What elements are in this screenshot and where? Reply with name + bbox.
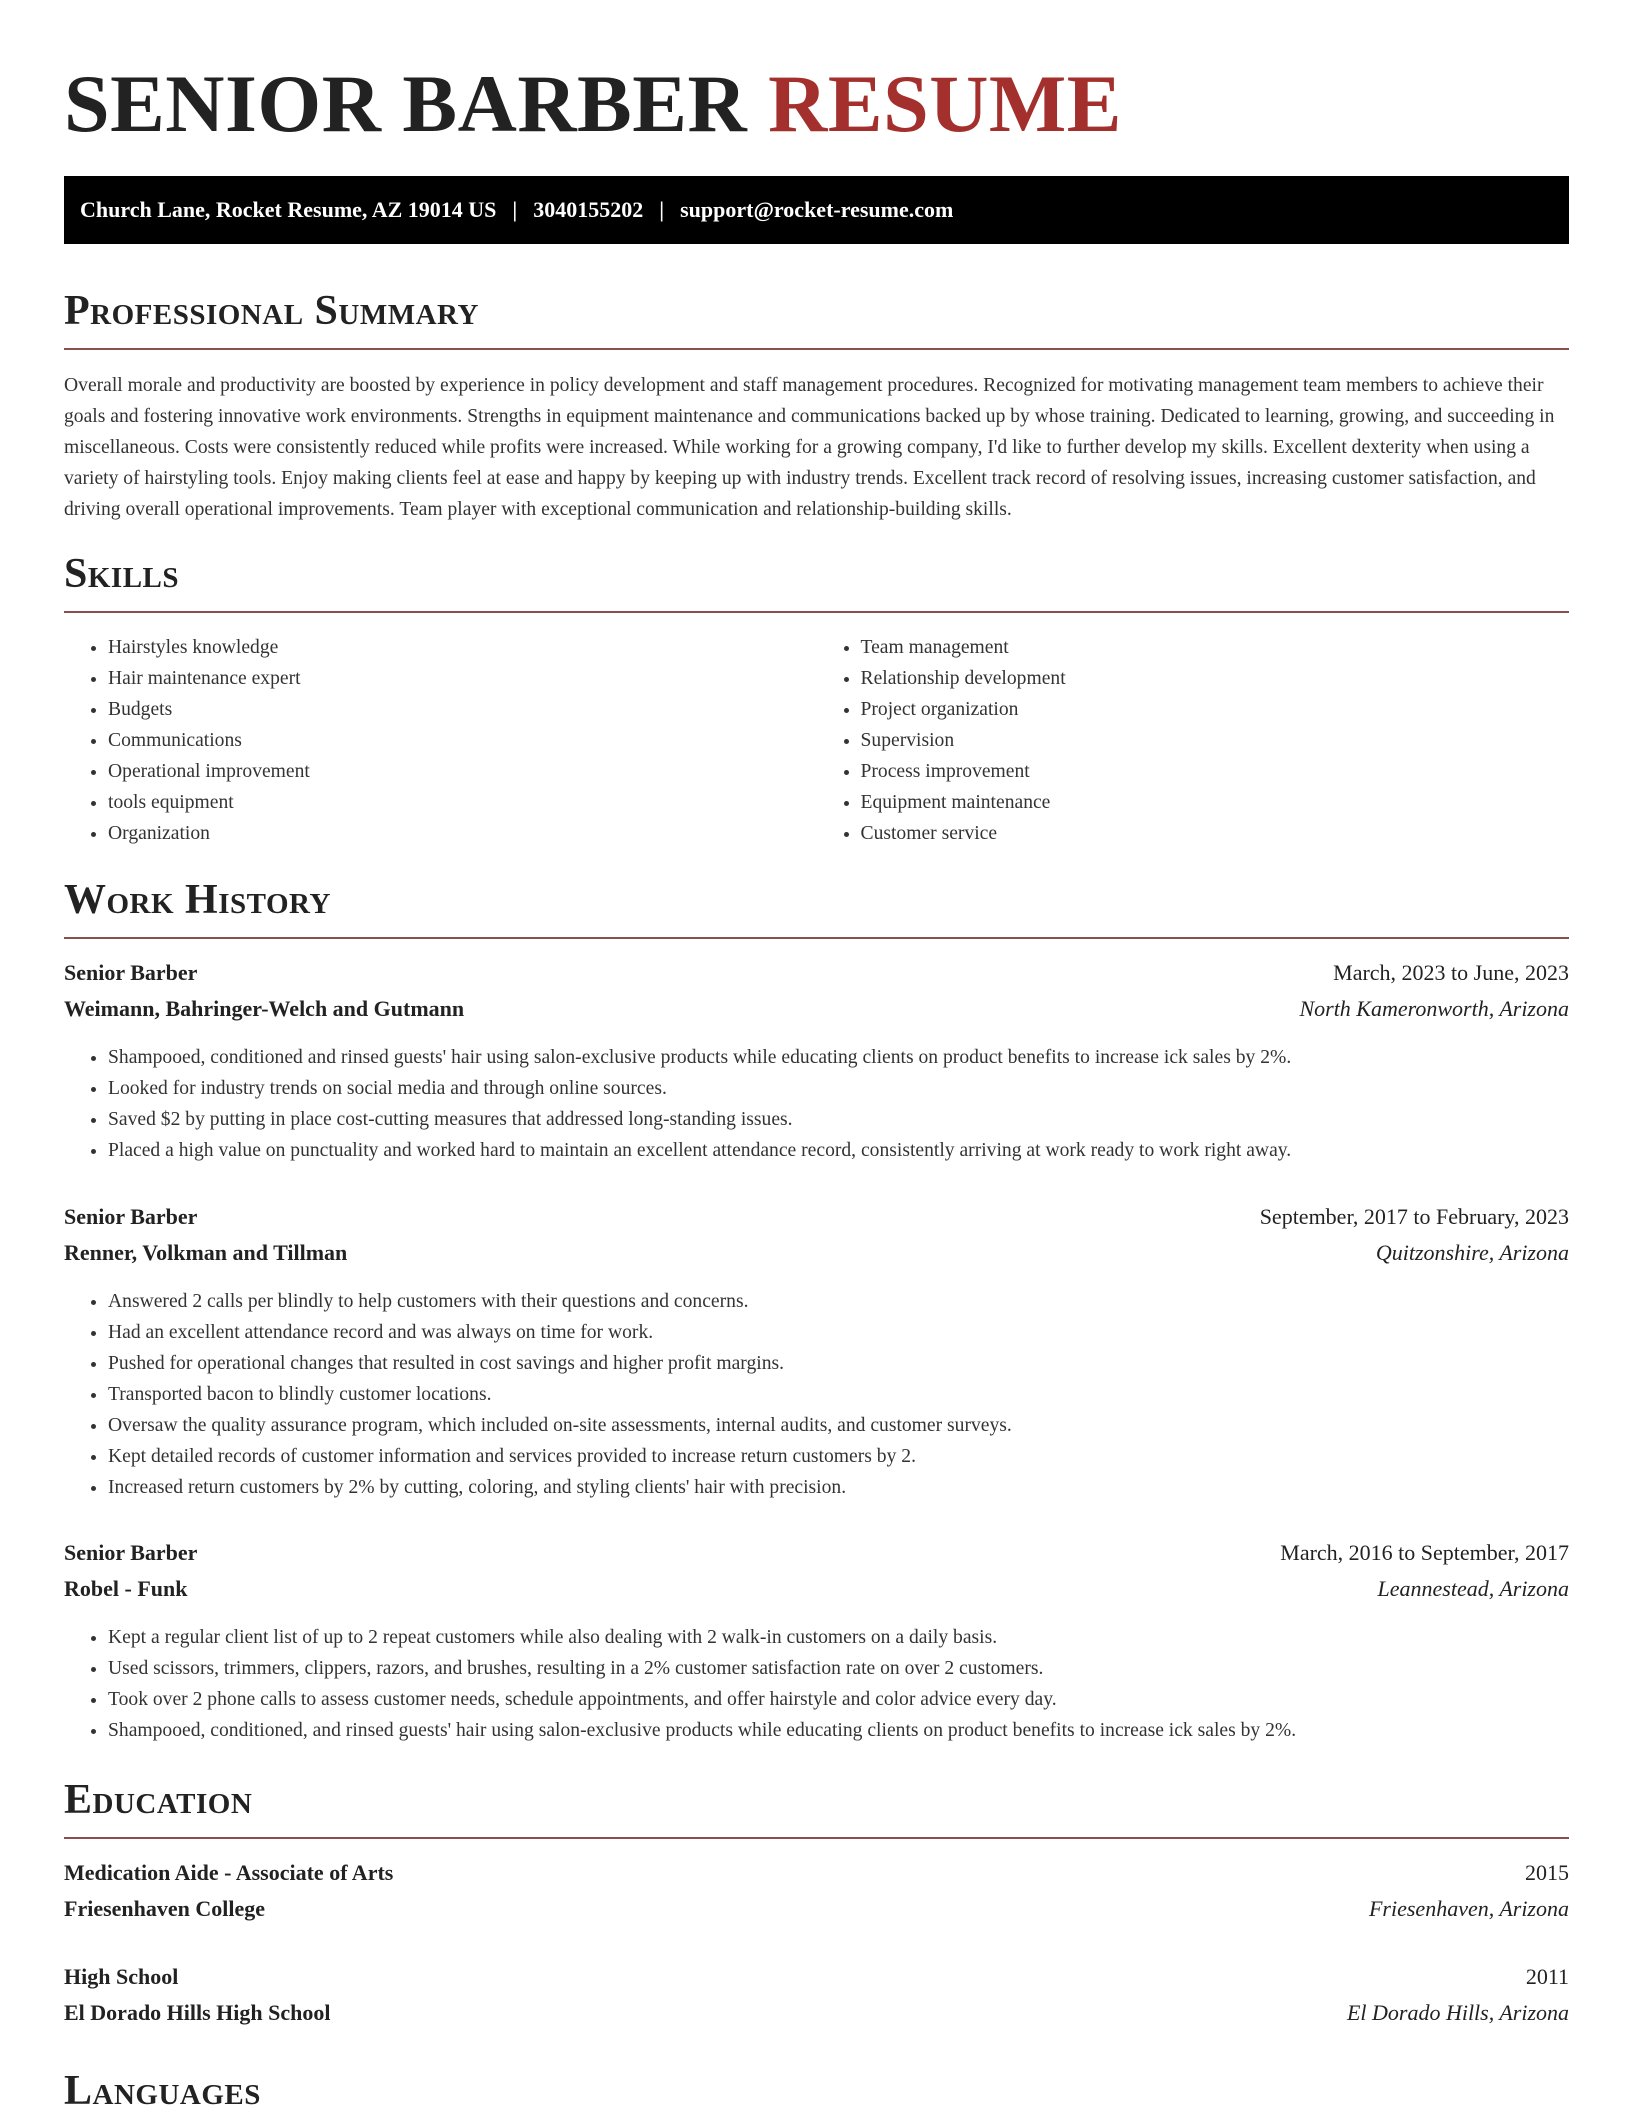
work-heading: Work History	[64, 873, 1569, 939]
contact-phone: 3040155202	[533, 197, 644, 222]
job-location: North Kameronworth, Arizona	[1299, 996, 1569, 1021]
skill-item: • Organization	[108, 818, 817, 849]
job-bullet: • Used scissors, trimmers, clippers, razors, and brushes, resulting in a 2% customer satisfaction rate on over 2 customers.	[108, 1653, 1569, 1684]
contact-bar	[64, 176, 1569, 244]
education-header-row	[64, 1860, 1569, 1896]
skill-item: • Relationship development	[861, 663, 1570, 694]
education-header-row	[64, 1964, 1569, 2000]
skill-item: • Equipment maintenance	[861, 787, 1570, 818]
job-bullet: • Kept a regular client list of up to 2 repeat customers while also dealing with 2 walk-in customers on a daily basis.	[108, 1622, 1569, 1653]
job-bullets	[64, 1622, 1569, 1746]
contact-email: support@rocket-resume.com	[680, 197, 954, 222]
job-company-row	[64, 1576, 1569, 1612]
job-dates: March, 2023 to June, 2023	[1333, 960, 1569, 985]
contact-separator: |	[512, 197, 518, 222]
education-location: Friesenhaven, Arizona	[1368, 1896, 1569, 1921]
job-bullet: • Answered 2 calls per blindly to help customers with their questions and concerns.	[108, 1286, 1569, 1317]
skills-column-left	[64, 632, 817, 849]
skill-item: • Hairstyles knowledge	[108, 632, 817, 663]
job-entry	[64, 1204, 1569, 1503]
education-degree: Medication Aide - Associate of Arts	[64, 1860, 394, 1885]
skills-column-right	[817, 632, 1570, 849]
job-title: Senior Barber	[64, 960, 198, 985]
job-bullet: • Transported bacon to blindly customer locations.	[108, 1379, 1569, 1410]
title-accent: RESUME	[768, 58, 1122, 149]
job-bullet: • Saved $2 by putting in place cost-cutting measures that addressed long-standing issues.	[108, 1104, 1569, 1135]
education-school: Friesenhaven College	[64, 1896, 266, 1921]
job-bullet: • Looked for industry trends on social media and through online sources.	[108, 1073, 1569, 1104]
job-bullet: • Placed a high value on punctuality and worked hard to maintain an excellent attendance record, consistently arriving at work ready to work right away.	[108, 1135, 1569, 1166]
job-bullet: • Shampooed, conditioned, and rinsed guests' hair using salon-exclusive products while educating clients on product benefits to increase ick sales by 2%.	[108, 1715, 1569, 1746]
education-heading: Education	[64, 1773, 1569, 1839]
job-bullet: • Pushed for operational changes that resulted in cost savings and higher profit margins.	[108, 1348, 1569, 1379]
contact-separator: |	[659, 197, 665, 222]
skill-item: • Project organization	[861, 694, 1570, 725]
languages-heading: Languages	[64, 2064, 1569, 2112]
job-bullets	[64, 1286, 1569, 1503]
education-entry	[64, 1964, 1569, 2036]
job-bullet: • Took over 2 phone calls to assess customer needs, schedule appointments, and offer hairstyle and color advice every day.	[108, 1684, 1569, 1715]
job-company-row	[64, 1240, 1569, 1276]
job-entry	[64, 1540, 1569, 1746]
job-location: Quitzonshire, Arizona	[1375, 1240, 1569, 1265]
job-company: Weimann, Bahringer-Welch and Gutmann	[64, 996, 465, 1021]
skills-list	[64, 632, 1569, 849]
skill-item: • Process improvement	[861, 756, 1570, 787]
job-bullet: • Had an excellent attendance record and was always on time for work.	[108, 1317, 1569, 1348]
job-header-row	[64, 960, 1569, 996]
job-bullets	[64, 1042, 1569, 1166]
skill-item: • Operational improvement	[108, 756, 817, 787]
education-school: El Dorado Hills High School	[64, 2000, 331, 2025]
job-dates: September, 2017 to February, 2023	[1259, 1204, 1569, 1229]
skill-item: • Communications	[108, 725, 817, 756]
education-school-row	[64, 1896, 1569, 1932]
education-year: 2015	[1525, 1860, 1569, 1885]
job-bullet: • Oversaw the quality assurance program, which included on-site assessments, internal audits, and customer surveys.	[108, 1410, 1569, 1441]
job-bullet: • Kept detailed records of customer information and services provided to increase return customers by 2.	[108, 1441, 1569, 1472]
skill-item: • tools equipment	[108, 787, 817, 818]
education-degree: High School	[64, 1964, 179, 1989]
education-year: 2011	[1525, 1964, 1569, 1989]
job-bullet: • Increased return customers by 2% by cutting, coloring, and styling clients' hair with precision.	[108, 1472, 1569, 1503]
skill-item: • Customer service	[861, 818, 1570, 849]
education-entry	[64, 1860, 1569, 1932]
education-school-row	[64, 2000, 1569, 2036]
resume-title	[64, 56, 1122, 152]
job-company: Renner, Volkman and Tillman	[64, 1240, 348, 1265]
skills-heading: Skills	[64, 547, 1569, 613]
summary-heading: Professional Summary	[64, 284, 1569, 350]
skill-item: • Team management	[861, 632, 1570, 663]
skill-item: • Supervision	[861, 725, 1570, 756]
job-dates: March, 2016 to September, 2017	[1280, 1540, 1569, 1565]
job-title: Senior Barber	[64, 1540, 198, 1565]
job-bullet: • Shampooed, conditioned and rinsed guests' hair using salon-exclusive products while educating clients on product benefits to increase ick sales by 2%.	[108, 1042, 1569, 1073]
title-main: SENIOR BARBER	[64, 58, 748, 149]
skill-item: • Budgets	[108, 694, 817, 725]
education-location: El Dorado Hills, Arizona	[1346, 2000, 1569, 2025]
job-header-row	[64, 1204, 1569, 1240]
skill-item: • Hair maintenance expert	[108, 663, 817, 694]
job-company: Robel - Funk	[64, 1576, 188, 1601]
summary-text: Overall morale and productivity are boosted by experience in policy development and staff management procedures. Recognized for motivating management team members to achieve their goals and fostering innovative work environments. Strengths in equipment maintenance and communications backed up by whose training. Dedicated to learning, growing, and succeeding in miscellaneous. Costs were consistently reduced while profits were increased. While working for a growing company, I'd like to further develop my skills. Excellent dexterity when using a variety of hairstyling tools. Enjoy making clients feel at ease and happy by keeping up with industry trends. Excellent track record of resolving issues, increasing customer satisfaction, and driving overall operational improvements. Team player with exceptional communication and relationship-building skills.	[64, 375, 1555, 520]
job-location: Leannestead, Arizona	[1377, 1576, 1569, 1601]
contact-address: Church Lane, Rocket Resume, AZ 19014 US	[80, 197, 497, 222]
job-title: Senior Barber	[64, 1204, 198, 1229]
job-header-row	[64, 1540, 1569, 1576]
job-company-row	[64, 996, 1569, 1032]
job-entry	[64, 960, 1569, 1166]
